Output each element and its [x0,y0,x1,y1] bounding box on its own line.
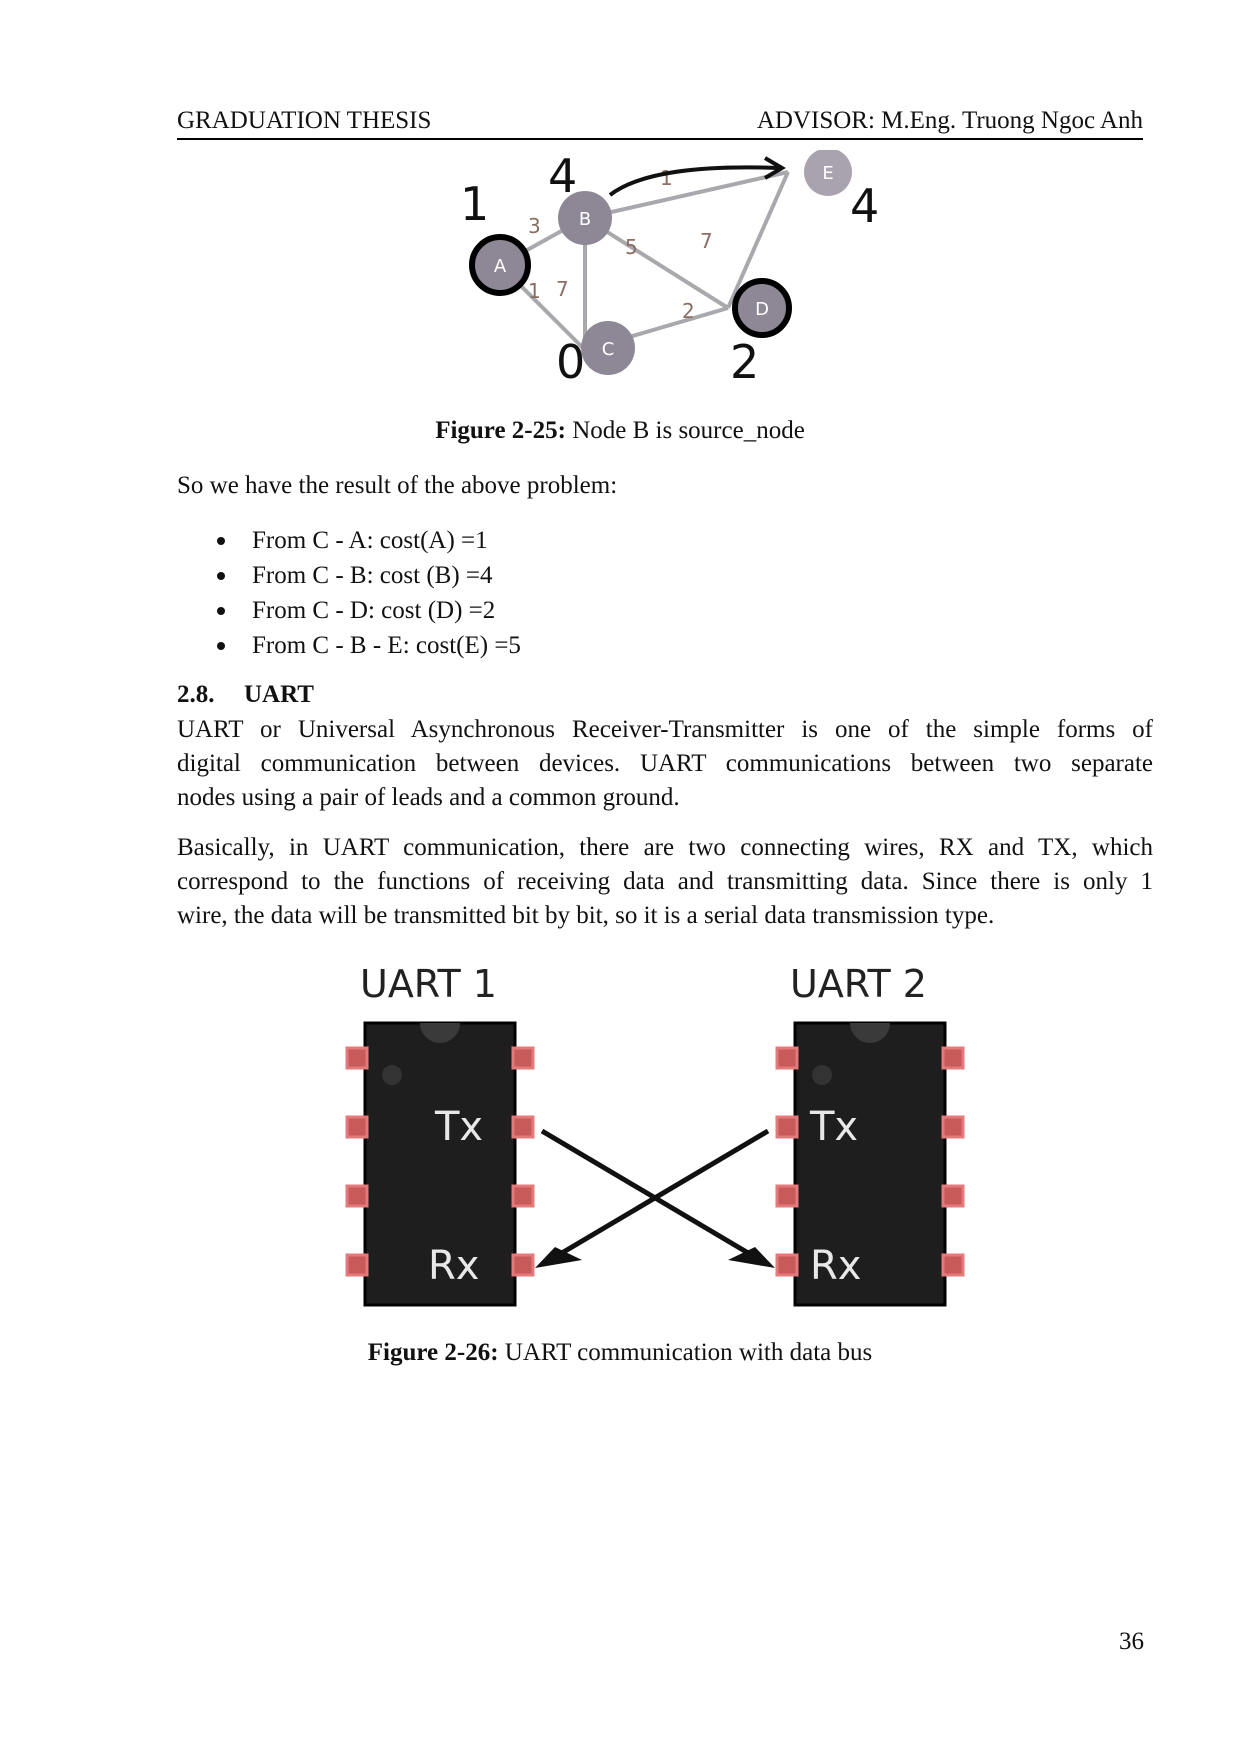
weight-be: 1 [660,166,673,190]
weight-bd: 5 [625,235,638,259]
node-e [804,150,852,196]
uart1-title: UART 1 [360,962,497,1006]
figure-26-text: UART communication with data bus [498,1339,873,1366]
results-list [177,523,877,663]
tx2-to-rx1-wire [550,1131,768,1260]
handwritten-cost-d: 2 [730,335,760,389]
figure-25-caption [0,416,1240,446]
section-title: UART [244,681,314,708]
uart2-title: UART 2 [790,962,927,1006]
svg-text:B: B [578,209,592,230]
figure-26-label: Figure 2-26: [367,1339,499,1366]
svg-text:D: D [755,299,769,320]
edge-be [585,172,788,218]
list-item: From C - B - E: cost(E) =5 [177,628,877,663]
uart2-chip [777,1023,963,1305]
bullet-icon [217,607,225,615]
paragraph-uart-intro: UART or Universal Asynchronous Receiver-Transmitter is one of the simple forms of digital communication between devices. UART communications between two separate nodes using a pair of leads and a common ground. [177,716,1153,811]
uart2-tx-label: Tx [810,1104,859,1150]
tx1-to-rx2-wire [542,1131,760,1260]
page-header [177,104,1143,140]
arrow-head-right [728,1247,775,1268]
weight-ab: 3 [528,214,541,238]
list-item: From C - D: cost (D) =2 [177,593,877,628]
list-item: From C - A: cost(A) =1 [177,523,877,558]
header-right: ADVISOR: M.Eng. Truong Ngoc Anh [756,107,1143,134]
graph-figure [460,150,920,390]
weight-de: 7 [700,229,713,253]
uart1-rx-label: Rx [428,1243,480,1289]
node-c [581,321,635,375]
node-d [735,281,789,335]
uart2-rx-label: Rx [810,1243,862,1289]
uart1-tx-label: Tx [435,1104,484,1150]
handwritten-cost-a: 1 [460,177,490,231]
handwritten-cost-b: 4 [548,150,578,203]
intro-paragraph: So we have the result of the above problem: [177,472,618,499]
bullet-icon [217,642,225,650]
figure-25-label: Figure 2-25: [435,417,566,444]
list-item: From C - B: cost (B) =4 [177,558,877,593]
page-number: 36 [1119,1628,1144,1655]
arrow-head-left [535,1247,582,1268]
section-heading [177,680,314,710]
svg-text:A: A [493,256,507,277]
uart-figure [330,955,990,1310]
node-a [472,237,528,293]
figure-25-text: Node B is source_node [565,417,805,444]
handwritten-cost-c: 0 [556,335,586,389]
weight-bc: 7 [556,277,569,301]
uart1-chip [347,1023,533,1305]
bullet-icon [217,537,225,545]
section-number: 2.8. [177,681,215,708]
weight-ac: 1 [528,279,541,303]
weight-cd: 2 [682,299,695,323]
svg-text:E: E [822,163,834,184]
svg-text:C: C [601,339,615,360]
bullet-icon [217,572,225,580]
handwritten-cost-e: 4 [850,179,880,233]
header-left: GRADUATION THESIS [177,107,432,134]
paragraph-uart-wires: Basically, in UART communication, there are two connecting wires, RX and TX, which correspond to the functions of receiving data and transmitting data. Since there is only 1 wire, the data will be transmitted bit by bit, so it is a serial data transmission type. [177,834,1153,929]
figure-26-caption [0,1338,1240,1368]
